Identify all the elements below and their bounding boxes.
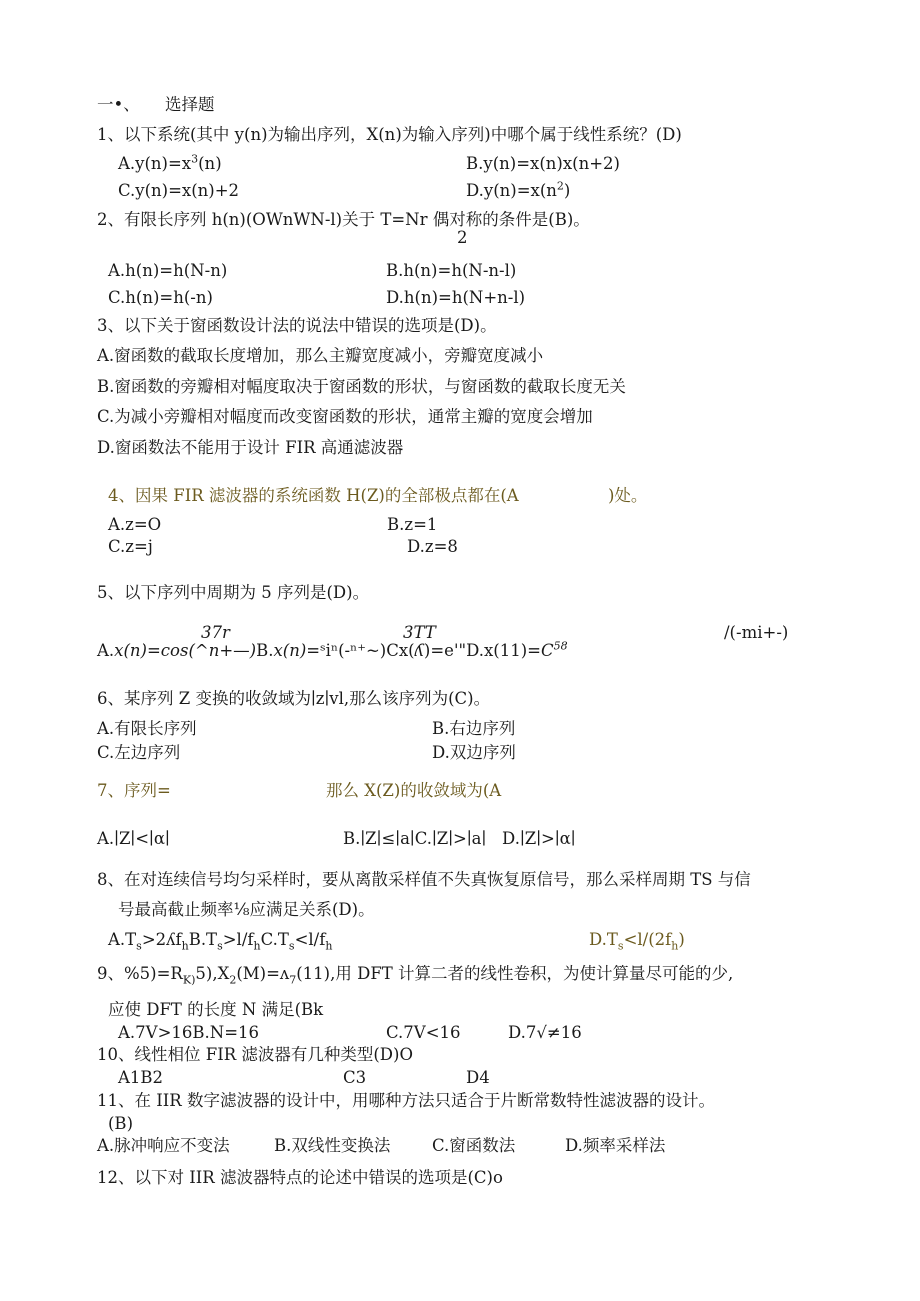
q11-option-c: C.窗函数法 — [432, 1136, 516, 1155]
q11-answer: (B) — [108, 1114, 133, 1133]
q9-option-c: C.7V<16 — [386, 1023, 461, 1042]
q6-stem: 6、某序列 Z 变换的收敛域为∣z∣vl,那么该序列为(C)。 — [97, 689, 491, 708]
q2-option-b: B.h(n)=h(N-n-l) — [386, 261, 517, 280]
q5-formula-top-3: /(-mi+-) — [724, 623, 789, 642]
q5-formula-top-1: 37r — [201, 623, 230, 642]
q6-option-c: C.左边序列 — [97, 743, 181, 762]
q4-option-a: A.z=O — [108, 515, 162, 534]
q9-stem-cont: 应使 DFT 的长度 N 满足(Bk — [108, 1000, 324, 1019]
q7-option-a: A.∣Z∣<∣α∣ — [97, 829, 170, 848]
q3-stem: 3、以下关于窗函数设计法的说法中错误的选项是(D)。 — [97, 316, 497, 335]
q8-stem: 8、在对连续信号均匀采样时，要从离散采样值不失真恢复原信号，那么采样周期 TS 与信 — [97, 870, 751, 889]
q1-option-b: B.y(n)=x(n)x(n+2) — [466, 154, 620, 173]
q11-option-a: A.脉冲响应不变法 — [97, 1136, 230, 1155]
q2-option-d: D.h(n)=h(N+n-l) — [386, 288, 526, 307]
q2-stem: 2、有限长序列 h(n)(OWnWN-l)关于 T=Nr 偶对称的条件是(B)。 — [97, 210, 590, 229]
q2-option-a: A.h(n)=h(N-n) — [108, 261, 228, 280]
q7-stem-right: 那么 X(Z)的收敛域为(A — [326, 781, 502, 800]
q1-option-c: C.y(n)=x(n)+2 — [118, 181, 240, 200]
q10-option-c: C3 — [343, 1068, 367, 1087]
q8-option-d: $D.T_s<l/(2f_h)$ — [589, 930, 685, 953]
q9-stem: 9、$\%5)=R_{K)}5),X_2(M)=ʌ_7(11)$,用 DFT 计算二者的线性卷积，为使计算量尽可能的少, — [97, 964, 734, 987]
q9-option-d: D.7√≠16 — [508, 1023, 582, 1042]
q2-option-c: C.h(n)=h(-n) — [108, 288, 213, 307]
q10-stem: 10、线性相位 FIR 滤波器有几种类型(D)O — [97, 1045, 414, 1064]
q3-option-d: D.窗函数法不能用于设计 FIR 高通滤波器 — [97, 438, 404, 457]
q4-option-d: D.z=8 — [407, 537, 458, 556]
q5-formula-top-2: 3TT — [403, 623, 436, 642]
q6-option-a: A.有限长序列 — [97, 719, 197, 738]
section-title: 选择题 — [165, 95, 215, 114]
q8-stem-cont: 号最高截止频率⅛应满足关系(D)。 — [118, 900, 375, 919]
q7-options-bcd: B.∣Z∣≤∣a∣C.∣Z∣>∣a∣ D.∣Z∣>∣α∣ — [343, 829, 576, 848]
q10-options-ab: A1B2 — [118, 1068, 164, 1087]
q4-option-b: B.z=1 — [387, 515, 438, 534]
q2-fraction-denominator: 2 — [457, 228, 468, 247]
q4-stem-end: )处。 — [608, 486, 648, 505]
q1-option-a: $A.y(n)=x^3(n)$ — [118, 152, 222, 173]
q7-stem-left: 7、序列= — [97, 781, 171, 800]
q3-option-a: A.窗函数的截取长度增加，那么主瓣宽度减小，旁瓣宽度减小 — [97, 346, 544, 365]
q8-options-abc: $A.T_s>2ʎf_hB.T_s>l/f_hC.T_s<l/f_h$ — [108, 930, 333, 953]
q11-option-d: D.频率采样法 — [565, 1136, 666, 1155]
q5-options-line: $A.x(n)=\cos(\^{}n+—)B.x(n)=ˢi^n(-^{n+}\sim)Cx(ʎ)=e'"D.x(11)=C^{58}$ — [97, 639, 568, 660]
q11-stem: 11、在 IIR 数字滤波器的设计中，用哪种方法只适合于片断常数特性滤波器的设计。 — [97, 1091, 715, 1110]
q6-option-d: D.双边序列 — [432, 743, 516, 762]
q1-stem: 1、以下系统(其中 y(n)为输出序列，X(n)为输入序列)中哪个属于线性系统？(D) — [97, 125, 682, 144]
q5-stem: 5、以下序列中周期为 5 序列是(D)。 — [97, 583, 370, 602]
q3-option-c: C.为减小旁瓣相对幅度而改变窗函数的形状，通常主瓣的宽度会增加 — [97, 407, 593, 426]
q1-option-d: $D.y(n)=x(n^2)$ — [466, 179, 571, 200]
q9-options-ab: A.7V>16B.N=16 — [118, 1023, 260, 1042]
section-mark: 一•、 — [97, 95, 140, 114]
q4-option-c: C.z=j — [108, 537, 153, 556]
q3-option-b: B.窗函数的旁瓣相对幅度取决于窗函数的形状，与窗函数的截取长度无关 — [97, 377, 626, 396]
q12-stem: 12、以下对 IIR 滤波器特点的论述中错误的选项是(C)o — [97, 1168, 503, 1187]
q10-option-d: D4 — [466, 1068, 490, 1087]
q6-option-b: B.右边序列 — [432, 719, 516, 738]
q11-option-b: B.双线性变换法 — [274, 1136, 391, 1155]
q4-stem: 4、因果 FIR 滤波器的系统函数 H(Z)的全部极点都在(A — [108, 486, 519, 505]
